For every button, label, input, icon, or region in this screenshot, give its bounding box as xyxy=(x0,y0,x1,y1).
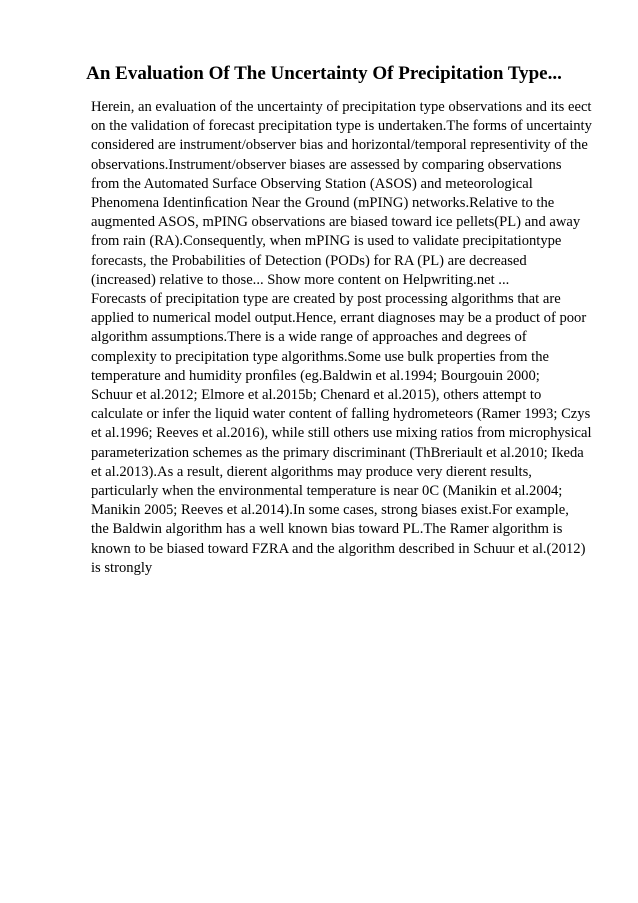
body-line: considered are instrument/observer bias and horizontal/temporal representivity of the xyxy=(91,137,588,154)
document-body xyxy=(91,98,601,578)
body-line: complexity to precipitation type algorithms.Some use bulk properties from the xyxy=(91,348,549,365)
body-line: observations.Instrument/observer biases are assessed by comparing observations xyxy=(91,156,562,173)
body-line: et al.2013).As a result, dierent algorithms may produce very dierent results, xyxy=(91,463,532,480)
body-line: parameterization schemes as the primary discriminant (ThBreriault et al.2010; Ikeda xyxy=(91,444,584,461)
body-line: Herein, an evaluation of the uncertainty of precipitation type observations and its eect xyxy=(91,99,592,115)
body-line: Schuur et al.2012; Elmore et al.2015b; Chenard et al.2015), others attempt to xyxy=(91,387,542,404)
body-line: augmented ASOS, mPING observations are biased toward ice pellets(PL) and away xyxy=(91,214,581,231)
body-line: on the validation of forecast precipitation type is undertaken.The forms of uncertainty xyxy=(91,118,592,135)
body-line: Phenomena Identinﬁcation Near the Ground (mPING) networks.Relative to the xyxy=(91,195,555,212)
body-line: algorithm assumptions.There is a wide range of approaches and degrees of xyxy=(91,329,527,346)
body-line: is strongly xyxy=(91,559,153,576)
body-line: known to be biased toward FZRA and the algorithm described in Schuur et al.(2012) xyxy=(91,540,586,557)
body-line: the Baldwin algorithm has a well known bias toward PL.The Ramer algorithm is xyxy=(91,521,563,538)
body-line: temperature and humidity pronﬁles (eg.Baldwin et al.1994; Bourgouin 2000; xyxy=(91,367,540,384)
body-line: applied to numerical model output.Hence, errant diagnoses may be a product of poor xyxy=(91,310,587,327)
body-line: Manikin 2005; Reeves et al.2014).In some cases, strong biases exist.For example, xyxy=(91,502,569,519)
body-line: particularly when the environmental temperature is near 0C (Manikin et al.2004; xyxy=(91,483,563,500)
body-line: et al.1996; Reeves et al.2016), while still others use mixing ratios from microphysical xyxy=(91,425,592,442)
body-line: (increased) relative to those... Show more content on Helpwriting.net ... xyxy=(91,271,510,288)
body-line: Forecasts of precipitation type are created by post processing algorithms that are xyxy=(91,291,561,308)
body-line: from the Automated Surface Observing Station (ASOS) and meteorological xyxy=(91,175,533,192)
document-title: An Evaluation Of The Uncertainty Of Precipitation Type... xyxy=(86,63,562,84)
body-line: calculate or infer the liquid water content of falling hydrometeors (Ramer 1993; Czys xyxy=(91,406,591,423)
body-line: forecasts, the Probabilities of Detection (PODs) for RA (PL) are decreased xyxy=(91,252,527,269)
body-line: from rain (RA).Consequently, when mPING is used to validate precipitationtype xyxy=(91,233,562,250)
